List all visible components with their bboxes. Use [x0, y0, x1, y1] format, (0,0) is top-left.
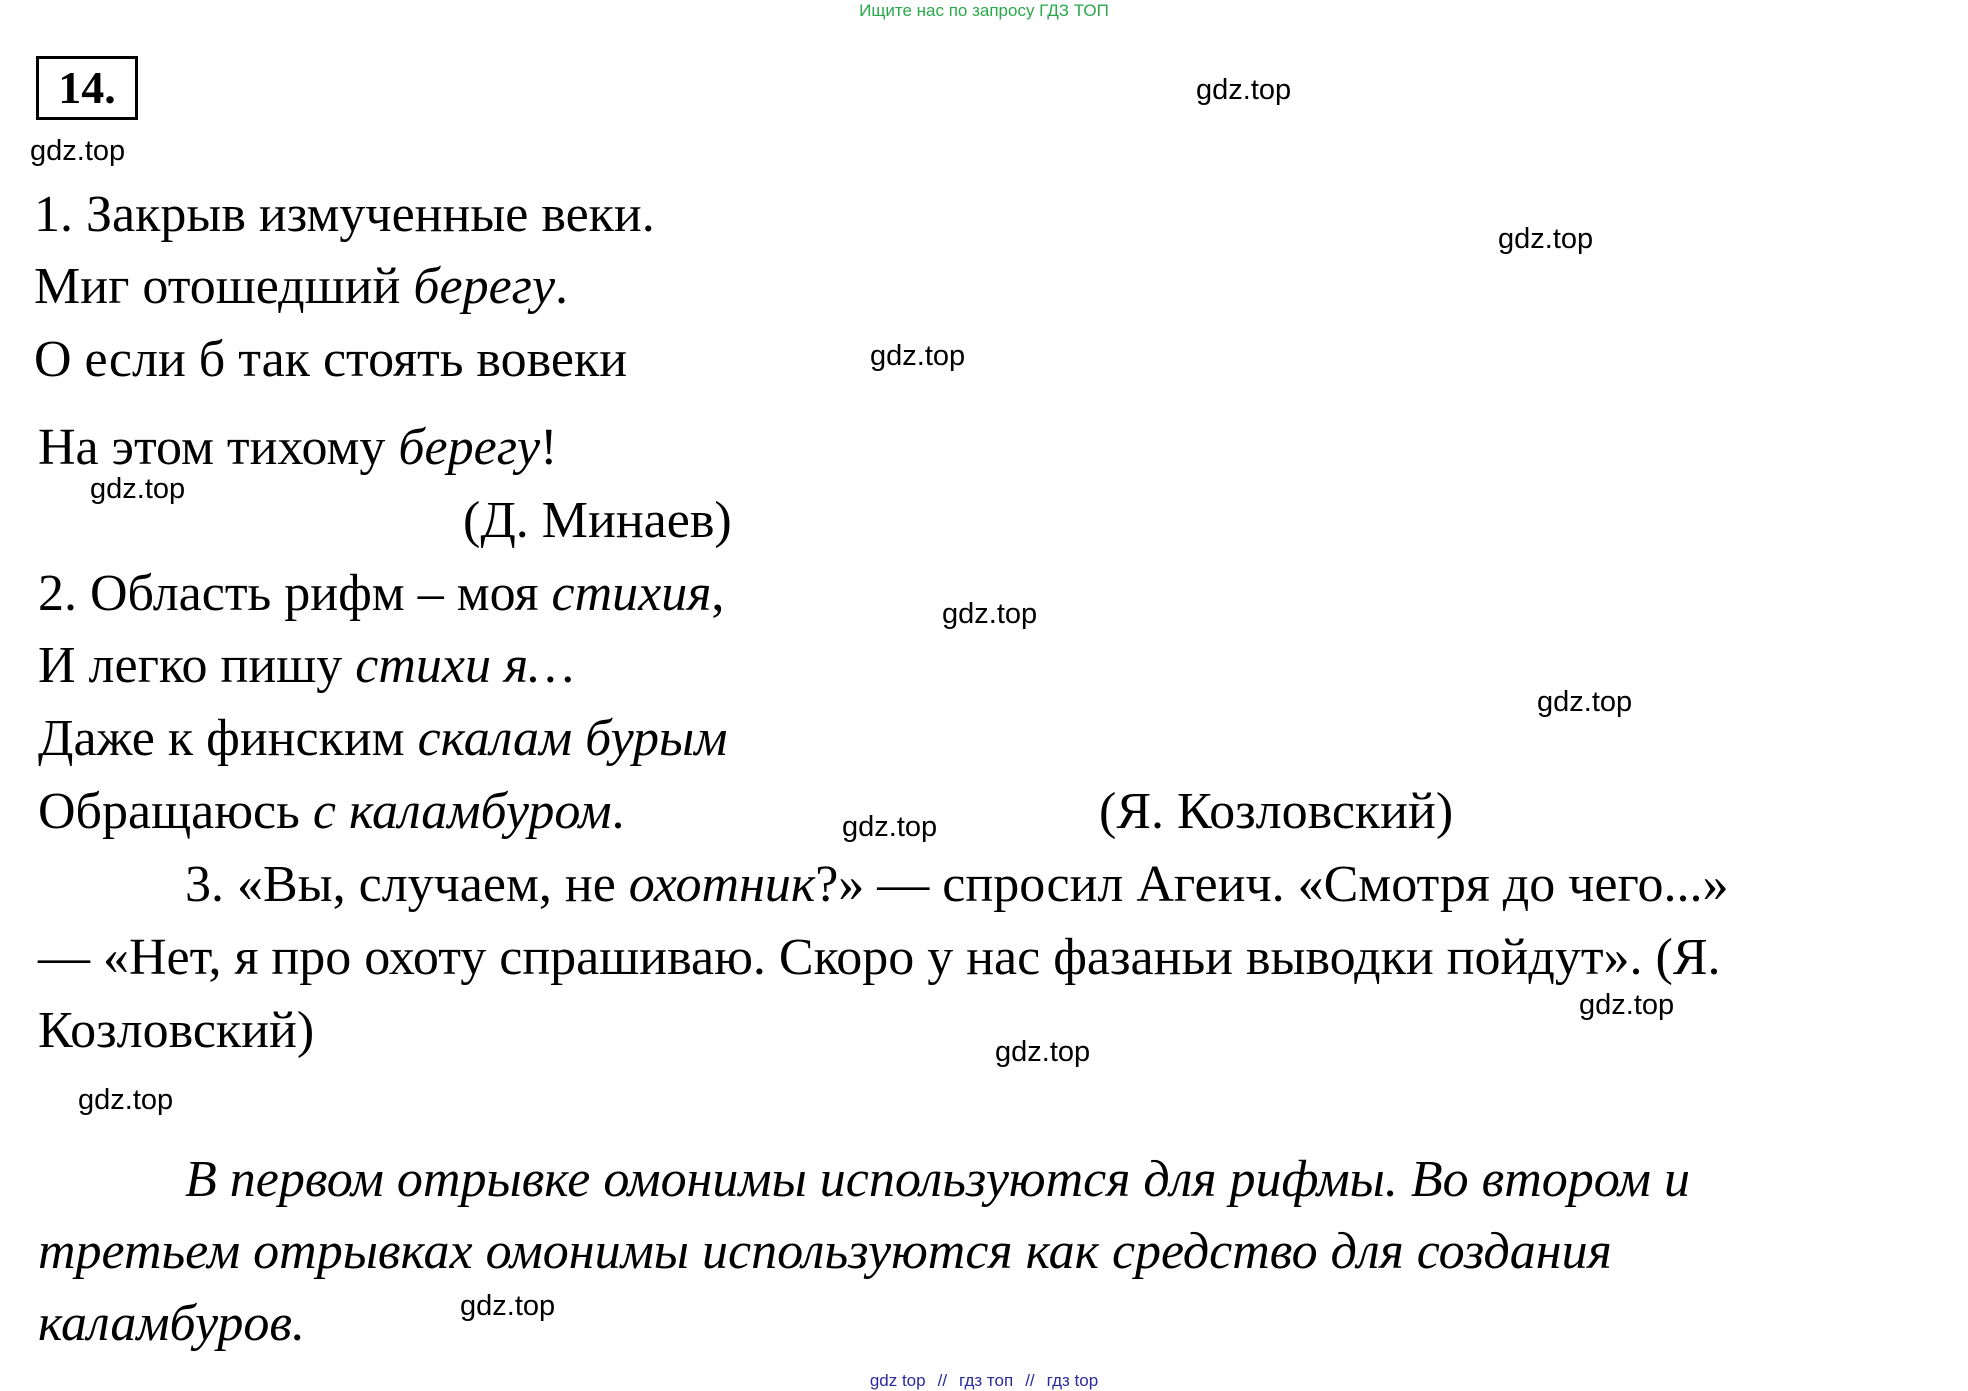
watermark: gdz.top — [1537, 686, 1633, 718]
watermark: gdz.top — [870, 340, 966, 372]
poem1-line1: 1. Закрыв измученные веки. — [34, 186, 655, 243]
prose-line3: Козловский) — [38, 1002, 315, 1059]
watermark: gdz.top — [1498, 223, 1594, 255]
watermark: gdz.top — [995, 1036, 1091, 1068]
poem2-line2: И легко пишу стихи я… — [38, 637, 575, 694]
watermark: gdz.top — [842, 811, 938, 843]
conclusion-line2: третьем отрывках омонимы используются как средство для создания — [38, 1223, 1612, 1280]
footer-separator: // — [937, 1371, 948, 1390]
poem2-line3: Даже к финским скалам бурым — [38, 710, 728, 767]
watermark: gdz.top — [460, 1290, 556, 1322]
footer-separator: // — [1025, 1371, 1035, 1390]
poem1-line3: О если б так стоять вовеки — [34, 331, 628, 388]
prose-line2: — «Нет, я про охоту спрашиваю. Скоро у нас фазаньи выводки пойдут». (Я. — [38, 929, 1721, 986]
conclusion-line3: каламбуров. — [38, 1295, 305, 1352]
poem2-line4: Обращаюсь с каламбуром. — [38, 783, 625, 840]
footer-link[interactable]: гдз топ — [959, 1371, 1014, 1390]
footer-link[interactable]: гдз top — [1046, 1371, 1099, 1390]
watermark: gdz.top — [1196, 74, 1292, 106]
poem1-line4: На этом тихому берегу! — [38, 419, 558, 476]
poem1-line2: Миг отошедший берегу. — [34, 258, 569, 315]
footer-links — [0, 1371, 1968, 1391]
watermark: gdz.top — [78, 1084, 174, 1116]
watermark: gdz.top — [942, 598, 1038, 630]
task-number: 14. — [36, 56, 138, 120]
top-banner: Ищите нас по запросу ГДЗ ТОП — [859, 1, 1109, 20]
poem1-author: (Д. Минаев) — [463, 492, 732, 549]
poem2-author: (Я. Козловский) — [1099, 783, 1454, 840]
footer-link[interactable]: gdz top — [869, 1371, 926, 1390]
watermark: gdz.top — [90, 473, 186, 505]
prose-line1: 3. «Вы, случаем, не охотник?» — спросил Агеич. «Смотря до чего...» — [185, 856, 1729, 913]
poem2-line1: 2. Область рифм – моя стихия, — [38, 565, 725, 622]
watermark: gdz.top — [30, 135, 126, 167]
conclusion-line1: В первом отрывке омонимы используются для рифмы. Во втором и — [185, 1151, 1690, 1208]
watermark: gdz.top — [1579, 989, 1675, 1021]
